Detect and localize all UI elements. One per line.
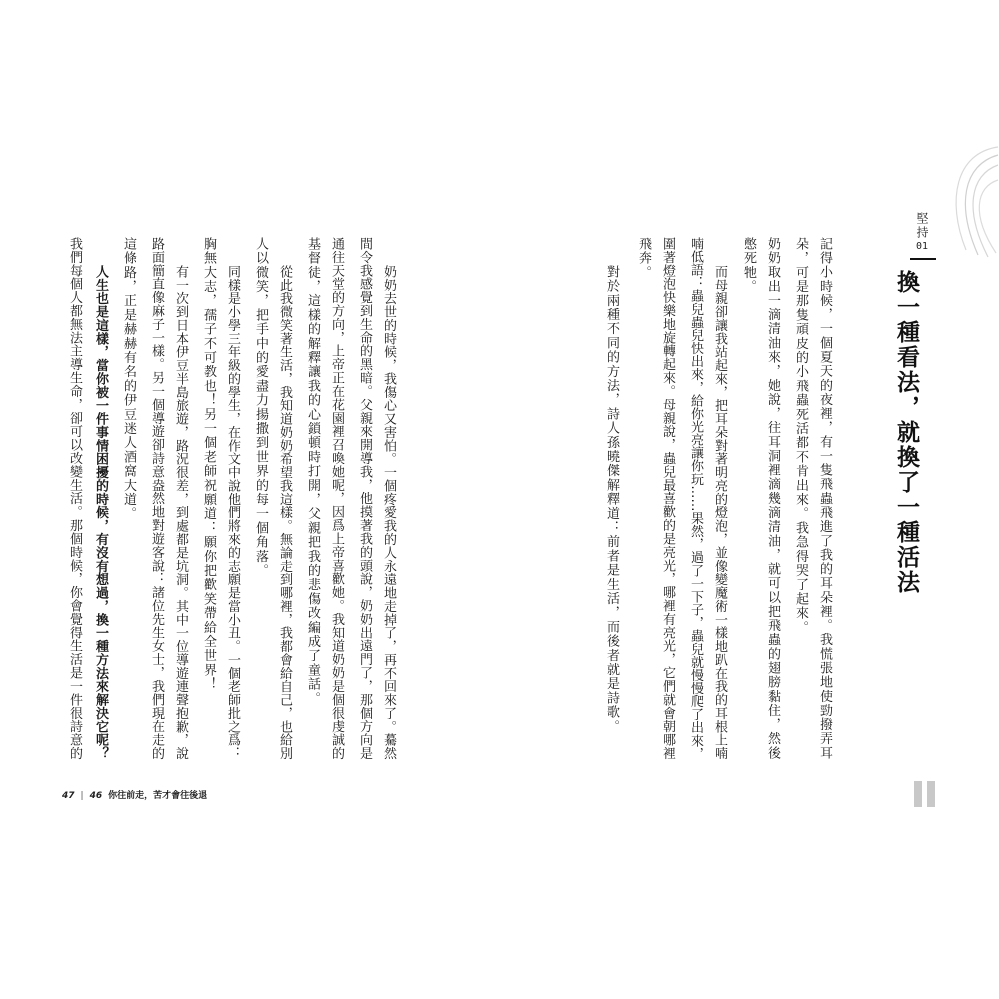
text-column: 從此我微笑著生活，我知道奶奶希望我這樣。無論走到哪裡，我都會給自己，也給別 xyxy=(277,265,292,760)
text-column: 奶奶取出一滴清油來，她說，往耳洞裡滴幾滴清油，就可以把飛蟲的翅膀黏住，然後 xyxy=(765,237,780,760)
text-column: 飛奔。 xyxy=(636,237,651,280)
text-column: 胸無大志，孺子不可教也！另一個老師祝願道：願你把歡笑帶給全世界！ xyxy=(201,237,216,692)
text-column: 記得小時候，一個夏天的夜裡，有一隻飛蟲飛進了我的耳朵裡。我慌張地使勁撥弄耳 xyxy=(817,237,832,760)
text-column: 基督徒，這樣的解釋讓我的心鎖頓時打開，父親把我的悲傷改編成了童話。 xyxy=(305,237,320,706)
footer-separator: | xyxy=(80,791,84,801)
title-rule xyxy=(910,258,936,260)
text-column: 有一次到日本伊豆半島旅遊，路況很差，到處都是坑洞。其中一位導遊連聲抱歉，說 xyxy=(173,265,188,760)
left-page-number: 47 xyxy=(62,791,75,801)
text-column: 圍著燈泡快樂地旋轉起來。母親說，蟲兒最喜歡的是亮光，哪裡有亮光，它們就會朝哪裡 xyxy=(660,237,675,760)
text-column: 奶奶去世的時候，我傷心又害怕。一個疼愛我的人永遠地走掉了，再不回來了。驀然 xyxy=(381,265,396,760)
text-column: 人生也是這樣，當你被一件事情困擾的時候，有沒有想過，換一種方法來解決它呢？ xyxy=(93,265,108,760)
chapter-title: 換一種看法，就換了一種活法 xyxy=(893,270,919,595)
text-column: 我們每個人都無法主導生命，卻可以改變生活。那個時候，你會覺得生活是一件很詩意的 xyxy=(67,237,82,760)
series-text: 堅持 xyxy=(915,212,929,240)
text-column: 對於兩種不同的方法，詩人孫曉傑解釋道：前者是生活，而後者就是詩歌。 xyxy=(604,265,619,734)
bar-left xyxy=(914,781,922,807)
text-column: 人以微笑，把手中的愛盡力揚撒到世界的每一個角落。 xyxy=(253,237,268,578)
text-column: 間令我感覺到生命的黑暗。父親來開導我，他摸著我的頭說，奶奶出遠門了，那個方向是 xyxy=(357,237,372,760)
text-column: 同樣是小學三年級的學生，在作文中說他們將來的志願是當小丑。一個老師批之爲： xyxy=(225,265,240,760)
text-column: 喃低語：蟲兒蟲兒快出來，給你光亮讓你玩……果然，過了一下子，蟲兒就慢慢爬了出來， xyxy=(688,237,703,760)
bar-right xyxy=(927,781,935,807)
text-column: 朵，可是那隻頑皮的小飛蟲死活都不肯出來。我急得哭了起來。 xyxy=(793,237,808,635)
text-column: 路面簡直像麻子一樣。另一個導遊卻詩意盎然地對遊客說：諸位先生女士，我們現在走的 xyxy=(149,237,164,760)
right-page-number: 46 xyxy=(89,791,103,801)
chapter-series-label xyxy=(912,212,932,254)
book-title: 你往前走，苦才會往後退 xyxy=(108,791,208,801)
text-column: 憋死牠。 xyxy=(741,237,756,294)
text-column: 這條路，正是赫赫有名的伊豆迷人酒窩大道。 xyxy=(121,237,136,521)
series-number: 01 xyxy=(915,241,929,252)
text-column: 而母親卻讓我站起來，把耳朵對著明亮的燈泡，並像變魔術一樣地趴在我的耳根上喃 xyxy=(712,265,727,760)
text-column: 通往天堂的方向，上帝正在花園裡召喚她呢，因爲上帝喜歡她。我知道奶奶是個很虔誠的 xyxy=(329,237,344,760)
flowing-lines-ornament xyxy=(938,145,999,265)
page-footer xyxy=(62,788,207,801)
